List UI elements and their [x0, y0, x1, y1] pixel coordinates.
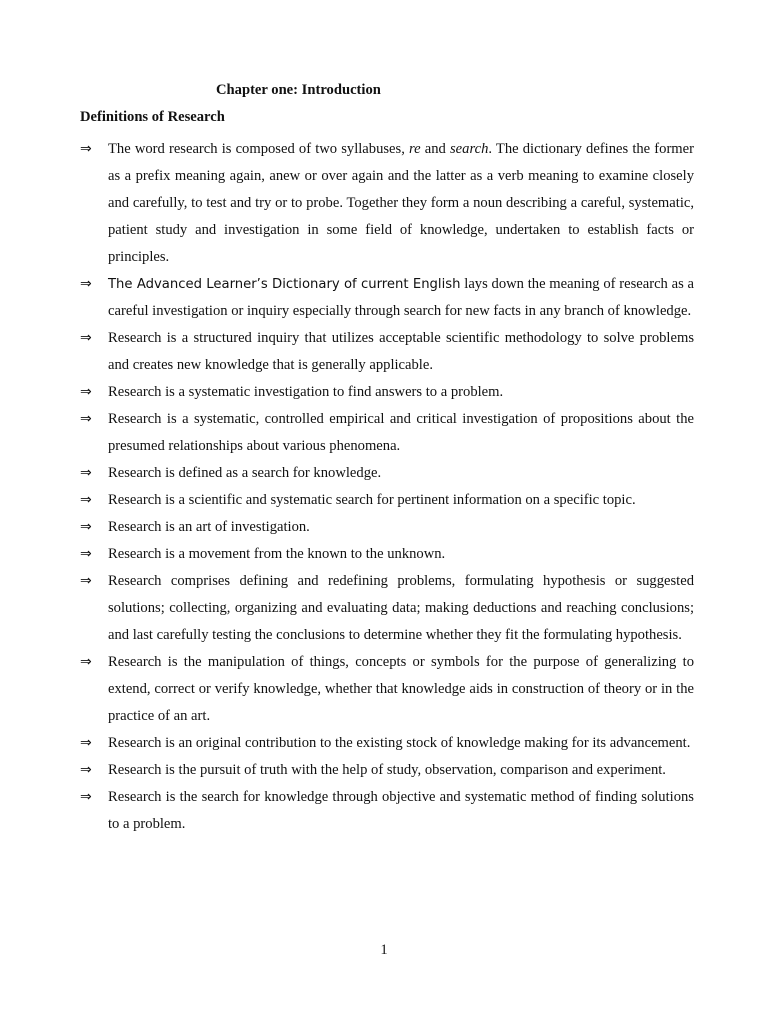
section-heading: Definitions of Research — [80, 109, 225, 125]
definition-text: . The dictionary defines the former as a prefix meaning again, anew or over again and the latter as a verb meaning to examine closely and carefully, to test and try or to probe. Together they form a noun describing a careful, systematic, patient study and investigation in some field of knowledge, undertaken to establish facts or principles. — [108, 141, 694, 265]
double-arrow-icon: ⇒ — [80, 465, 92, 481]
double-arrow-icon: ⇒ — [80, 384, 92, 400]
double-arrow-icon: ⇒ — [80, 762, 92, 778]
definition-text: The word research is composed of two syllabuses, — [108, 141, 410, 157]
definition-item — [80, 136, 694, 271]
definition-item — [80, 460, 694, 487]
definition-text: Research is the pursuit of truth with the help of study, observation, comparison and experiment. — [108, 762, 666, 778]
definition-text: Research is an art of investigation. — [108, 519, 310, 535]
definition-text: Research is a scientific and systematic search for pertinent information on a specific topic. — [108, 492, 636, 508]
definition-text: lays down the meaning of research as a careful investigation or inquiry especially through search for new facts in any branch of knowledge. — [108, 276, 695, 319]
double-arrow-icon: ⇒ — [80, 411, 92, 427]
double-arrow-icon: ⇒ — [80, 141, 92, 157]
double-arrow-icon: ⇒ — [80, 573, 92, 589]
definitions-list — [80, 136, 694, 838]
definition-text: Research is defined as a search for knowledge. — [108, 465, 382, 481]
double-arrow-icon: ⇒ — [80, 789, 92, 805]
double-arrow-icon: ⇒ — [80, 519, 92, 535]
double-arrow-icon: ⇒ — [80, 654, 92, 670]
definition-text: Research is the manipulation of things, concepts or symbols for the purpose of generalizing to extend, correct or verify knowledge, whether that knowledge aids in construction of theory or in the practice of an art. — [108, 654, 694, 724]
double-arrow-icon: ⇒ — [80, 330, 92, 346]
definition-item — [80, 271, 694, 325]
definition-text: Research is a systematic, controlled empirical and critical investigation of propositions about the presumed relationships about various phenomena. — [108, 411, 694, 454]
definition-item — [80, 757, 694, 784]
definition-text: Research is the search for knowledge through objective and systematic method of finding solutions to a problem. — [108, 789, 694, 832]
definition-item — [80, 325, 694, 379]
chapter-title: Chapter one: Introduction — [216, 82, 381, 98]
double-arrow-icon: ⇒ — [80, 735, 92, 751]
definition-text: search — [450, 141, 489, 157]
definition-item — [80, 649, 694, 730]
definition-text: The Advanced Learner’s Dictionary of current English — [108, 277, 461, 292]
definition-item — [80, 730, 694, 757]
page-number: 1 — [380, 942, 388, 958]
definition-item — [80, 784, 694, 838]
definition-text: Research is an original contribution to the existing stock of knowledge making for its advancement. — [108, 735, 691, 751]
double-arrow-icon: ⇒ — [80, 492, 92, 508]
double-arrow-icon: ⇒ — [80, 276, 92, 292]
definition-item — [80, 541, 694, 568]
definition-text: Research is a movement from the known to the unknown. — [108, 546, 446, 562]
definition-text: Research comprises defining and redefining problems, formulating hypothesis or suggested solutions; collecting, organizing and evaluating data; making deductions and reaching conclusions; and last carefully testing the conclusions to determine whether they fit the formulating hypothesis. — [108, 573, 694, 643]
definition-text: re — [409, 141, 421, 157]
definition-text: and — [420, 141, 450, 157]
definition-item — [80, 514, 694, 541]
definition-item — [80, 568, 694, 649]
definition-item — [80, 379, 694, 406]
definition-text: Research is a systematic investigation to find answers to a problem. — [108, 384, 504, 400]
definition-item — [80, 487, 694, 514]
double-arrow-icon: ⇒ — [80, 546, 92, 562]
definition-item — [80, 406, 694, 460]
definition-text: Research is a structured inquiry that utilizes acceptable scientific methodology to solve problems and creates new knowledge that is generally applicable. — [108, 330, 694, 373]
